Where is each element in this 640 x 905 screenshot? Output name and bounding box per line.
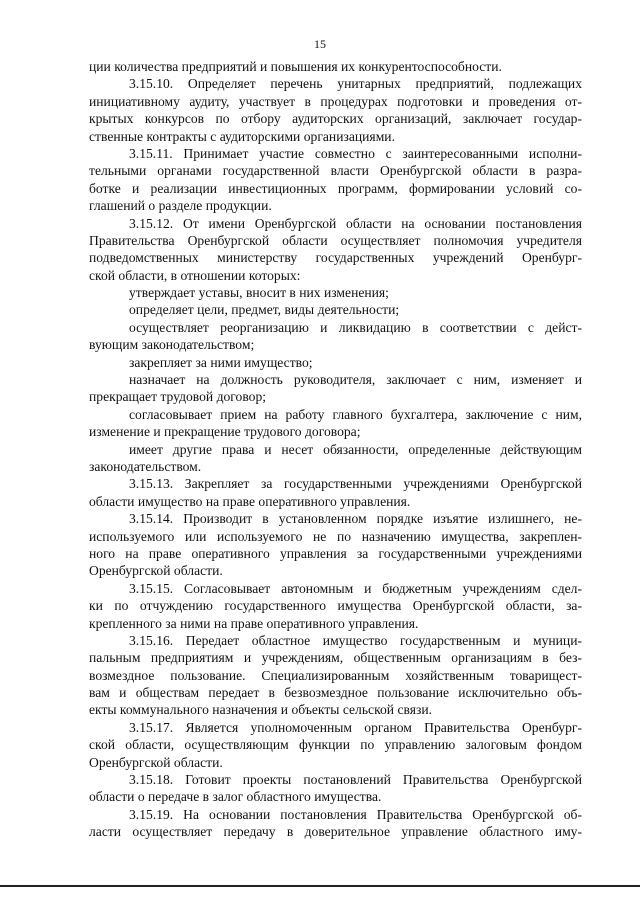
text-line: осуществляет реорганизацию и ликвидацию в соответствии с дейст- — [129, 319, 582, 335]
text-line: имеет другие права и несет обязанности, определенные действующим — [129, 441, 582, 457]
text-line: изменение и прекращение трудового договора; — [89, 424, 361, 440]
bottom-rule — [0, 885, 640, 887]
text-line: 3.15.15. Согласовывает автономным и бюджетным учреждениям сдел- — [129, 580, 582, 596]
text-line: Оренбургской области. — [89, 563, 223, 579]
text-line: ской области, в отношении которых: — [89, 267, 301, 283]
text-line: ции количества предприятий и повышения их конкурентоспособности. — [89, 59, 502, 74]
text-line: пальным предприятиям и учреждениям, общественным организациям в без- — [89, 650, 582, 666]
text-line: крытых конкурсов по отбору аудиторских организаций, заключает государ- — [89, 111, 582, 127]
text-line: ственные контракты с аудиторскими организациями. — [89, 128, 395, 144]
text-line: 3.15.12. От имени Оренбургской области на основании постановления — [129, 215, 582, 231]
text-line: Правительства Оренбургской области осуществляет полномочия учредителя — [89, 232, 582, 248]
text-line: возмездное пользование. Специализированным хозяйственным товарищест- — [89, 667, 582, 683]
text-line: вующим законодательством; — [89, 337, 255, 353]
text-line: Оренбургской области. — [89, 754, 223, 770]
text-line: ного на праве оперативного управления за государственными учреждениями — [89, 545, 582, 561]
text-line: вам и обществам передает в безвозмездное пользование исключительно объ- — [89, 685, 582, 701]
text-line: ки по отчуждению государственного имущества Оренбургской области, за- — [89, 598, 582, 614]
text-line: ботке и реализации инвестиционных программ, формировании условий со- — [89, 180, 582, 196]
text-line: 3.15.10. Определяет перечень унитарных предприятий, подлежащих — [129, 76, 582, 92]
text-line: утверждает уставы, вносит в них изменения; — [129, 285, 389, 301]
text-line: 3.15.11. Принимает участие совместно с заинтересованными исполни- — [129, 145, 582, 161]
text-line: екты коммунального назначения и объекты сельской связи. — [89, 702, 433, 718]
text-line: тельными органами государственной власти Оренбургской области в разра- — [89, 163, 582, 179]
text-line: 3.15.16. Передает областное имущество государственным и муници- — [129, 632, 582, 648]
text-line: прекращает трудовой договор; — [89, 389, 267, 405]
text-line: определяет цели, предмет, виды деятельности; — [129, 302, 400, 318]
text-line: 3.15.18. Готовит проекты постановлений Правительства Оренбургской — [129, 772, 582, 788]
text-line: подведомственных министерству государственных учреждений Оренбург- — [89, 250, 582, 266]
text-line: крепленного за ними на праве оперативного управления. — [89, 615, 419, 631]
text-line: законодательством. — [89, 458, 202, 474]
text-line: 3.15.14. Производит в установленном порядке изъятие излишнего, не- — [129, 511, 582, 527]
text-line: области имущество на праве оперативного управления. — [89, 493, 411, 509]
text-line: инициативному аудиту, участвует в процедурах подготовки и проведения от- — [89, 93, 582, 109]
page-number: 15 — [314, 37, 326, 51]
text-line: 3.15.13. Закрепляет за государственными учреждениями Оренбургской — [129, 476, 582, 492]
text-line: ской области, осуществляющим функции по управлению залоговым фондом — [89, 737, 582, 753]
text-line: 3.15.17. Является уполномоченным органом Правительства Оренбург- — [129, 719, 582, 735]
text-line: ласти осуществляет передачу в доверительное управление областного иму- — [89, 824, 582, 840]
text-line: области о передаче в залог областного имущества. — [89, 789, 382, 805]
text-line: назначает на должность руководителя, заключает с ним, изменяет и — [129, 372, 582, 388]
body-text — [89, 58, 582, 841]
text-line: 3.15.19. На основании постановления Правительства Оренбургской об- — [129, 806, 582, 822]
text-line: закрепляет за ними имущество; — [129, 354, 313, 370]
text-line: используемого или используемого не по назначению имущества, закреплен- — [89, 528, 582, 544]
text-line: согласовывает прием на работу главного бухгалтера, заключение с ним, — [129, 406, 582, 422]
text-line: глашений о разделе продукции. — [89, 198, 272, 214]
